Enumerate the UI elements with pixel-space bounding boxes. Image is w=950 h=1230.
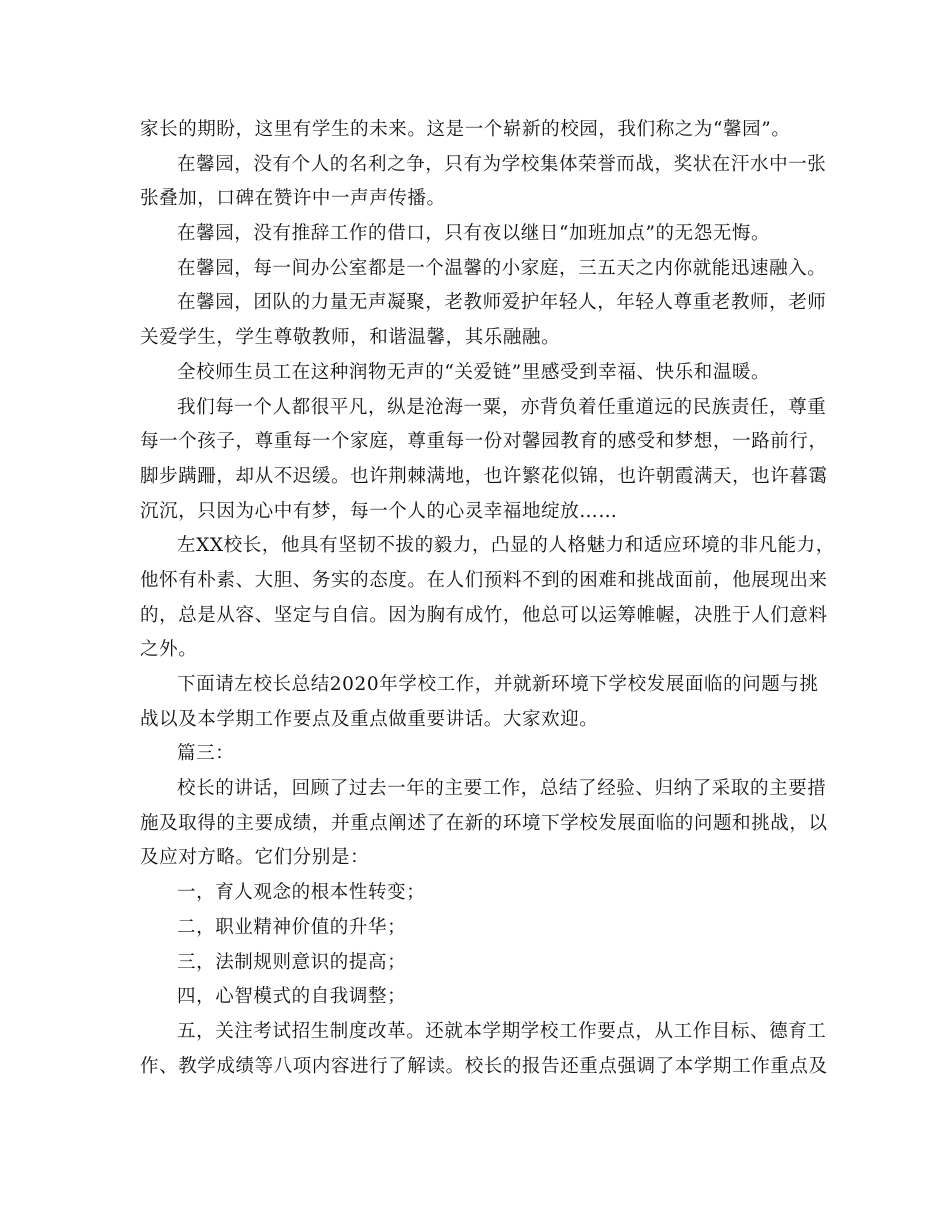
text-line: 沉沉，只因为心中有梦，每一个人的心灵幸福地绽放…… bbox=[140, 500, 618, 522]
text-line: 在馨园，每一间办公室都是一个温馨的小家庭，三五天之内你就能迅速融入。 bbox=[177, 257, 827, 279]
text-line: 家长的期盼，这里有学生的未来。这是一个崭新的校园，我们称之为“馨园”。 bbox=[140, 119, 791, 140]
text-line: 校长的讲话，回顾了过去一年的主要工作，总结了经验、归纳了采取的主要措 bbox=[177, 778, 827, 800]
text-line: 在馨园，没有推辞工作的借口，只有夜以继日“加班加点”的无怨无悔。 bbox=[177, 223, 771, 245]
text-line: 我们每一个人都很平凡，纵是沧海一粟，亦背负着任重道远的民族责任，尊重 bbox=[177, 396, 827, 418]
text-line: 在馨园，没有个人的名利之争，只有为学校集体荣誉而战，奖状在汗水中一张 bbox=[177, 153, 827, 175]
text-line: 关爱学生，学生尊敬教师，和谐温馨，其乐融融。 bbox=[140, 327, 561, 349]
text-line: 每一个孩子，尊重每一个家庭，尊重每一份对馨园教育的感受和梦想，一路前行， bbox=[140, 431, 828, 453]
text-line: 作、教学成绩等八项内容进行了解读。校长的报告还重点强调了本学期工作重点及 bbox=[140, 1055, 828, 1077]
text-line: 的，总是从容、坚定与自信。因为胸有成竹，他总可以运筹帷幄，决胜于人们意料 bbox=[140, 604, 828, 626]
text-line: 二，职业精神价值的升华； bbox=[177, 916, 407, 938]
text-line: 施及取得的主要成绩，并重点阐述了在新的环境下学校发展面临的问题和挑战，以 bbox=[140, 812, 828, 834]
text-line: 张叠加，口碑在赞许中一声声传播。 bbox=[140, 188, 446, 210]
text-line: 战以及本学期工作要点及重点做重要讲话。大家欢迎。 bbox=[140, 708, 599, 730]
text-line: 全校师生员工在这种润物无声的“关爱链”里感受到幸福、快乐和温暖。 bbox=[177, 361, 771, 383]
text-line: 左XX校长，他具有坚韧不拔的毅力，凸显的人格魅力和适应环境的非凡能力， bbox=[177, 535, 835, 557]
document-body bbox=[140, 113, 835, 1084]
text-line: 一，育人观念的根本性转变； bbox=[177, 882, 426, 904]
text-line: 三，法制规则意识的提高； bbox=[177, 951, 407, 973]
text-line: 篇三： bbox=[177, 743, 235, 765]
text-line: 之外。 bbox=[140, 639, 198, 661]
text-line: 四，心智模式的自我调整； bbox=[177, 986, 407, 1008]
text-line: 下面请左校长总结2020年学校工作，并就新环境下学校发展面临的问题与挑 bbox=[177, 674, 819, 695]
text-line: 在馨园，团队的力量无声凝聚，老教师爱护年轻人，年轻人尊重老教师，老师 bbox=[177, 292, 827, 314]
text-line: 脚步蹒跚，却从不迟缓。也许荆棘满地，也许繁花似锦，也许朝霞满天，也许暮霭 bbox=[140, 465, 828, 487]
text-line: 他怀有朴素、大胆、务实的态度。在人们预料不到的困难和挑战面前，他展现出来 bbox=[140, 569, 828, 591]
text-line: 及应对方略。它们分别是： bbox=[140, 847, 370, 869]
text-line: 五，关注考试招生制度改革。还就本学期学校工作要点，从工作目标、德育工 bbox=[177, 1020, 827, 1042]
